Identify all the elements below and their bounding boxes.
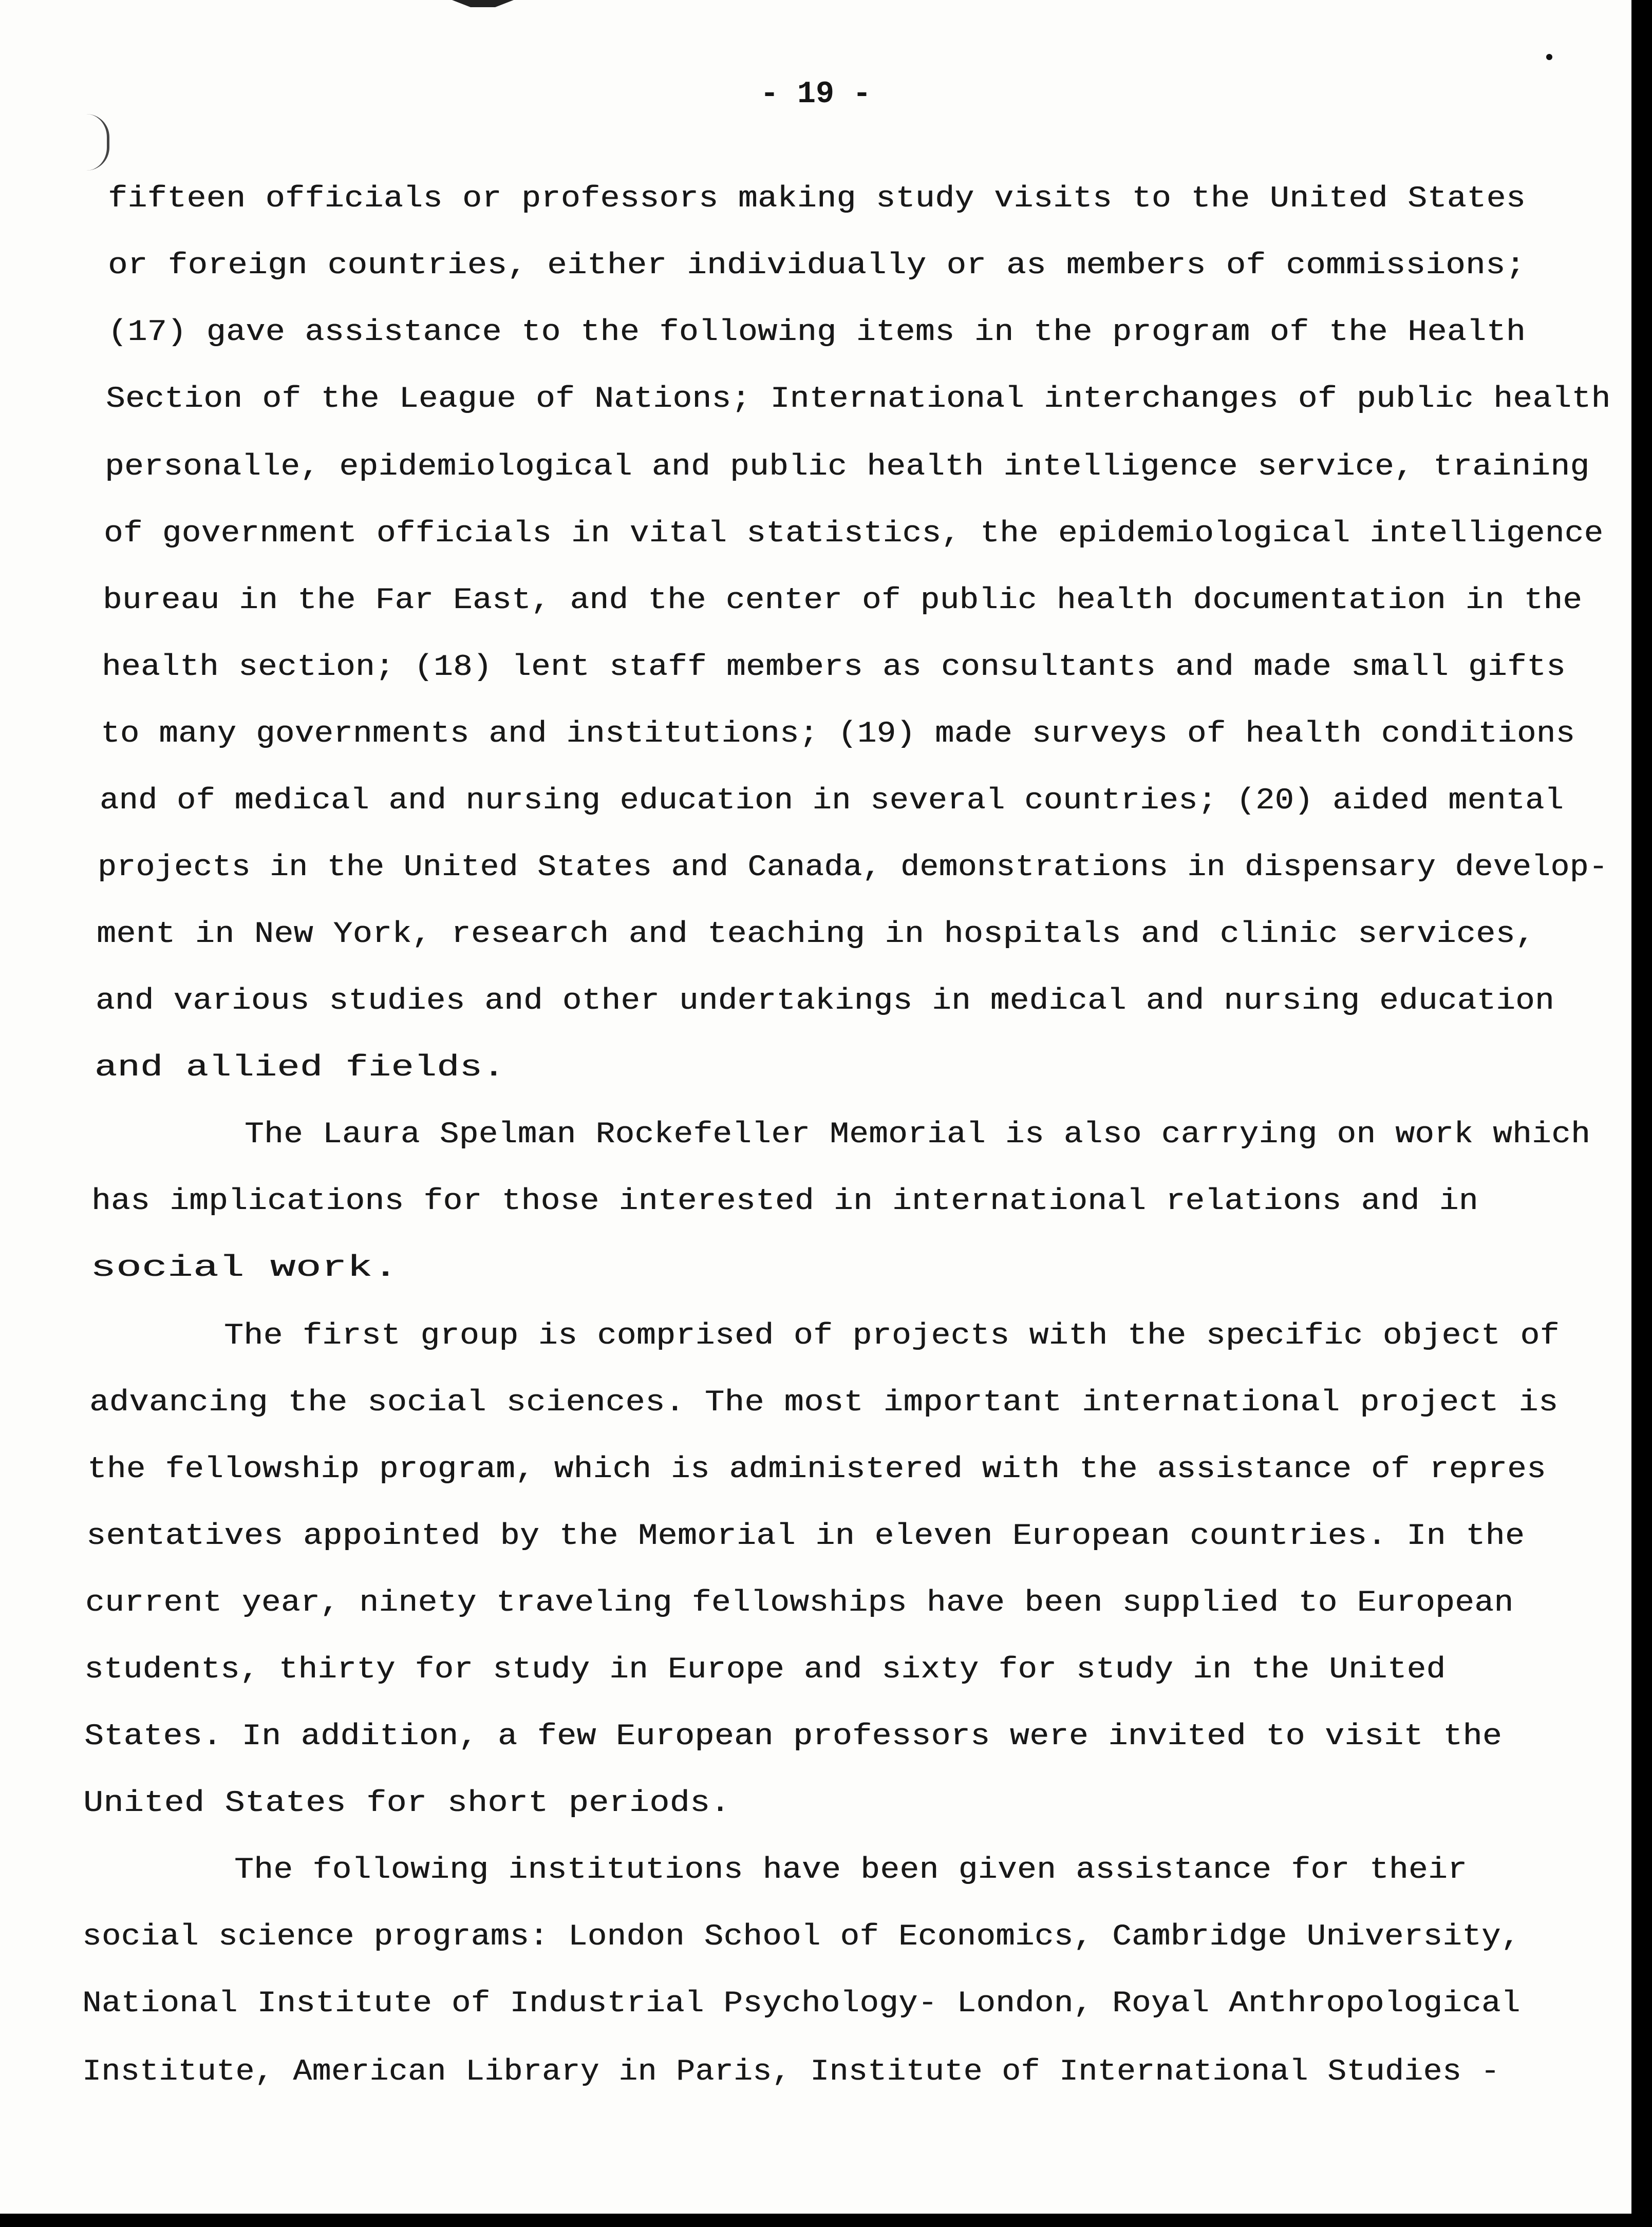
- scan-artifact-dot: [1546, 54, 1552, 60]
- text-line: health section; (18) lent staff members as consultants and made small gifts: [102, 651, 1566, 684]
- text-line: Section of the League of Nations; International interchanges of public health: [106, 383, 1611, 416]
- text-line: social science programs: London School of Economics, Cambridge University,: [82, 1920, 1520, 1954]
- text-line: and various studies and other undertakings in medical and nursing education: [96, 985, 1554, 1018]
- page-number: - 19 -: [760, 77, 872, 112]
- text-line: advancing the social sciences. The most important international project is: [89, 1386, 1559, 1420]
- text-line: bureau in the Far East, and the center of public health documentation in the: [103, 584, 1583, 617]
- text-line: National Institute of Industrial Psychology- London, Royal Anthropological: [82, 1987, 1520, 2021]
- text-line: The first group is comprised of projects with the specific object of: [224, 1319, 1560, 1353]
- text-line: United States for short periods.: [83, 1787, 730, 1820]
- text-line: or foreign countries, either individually or as members of commissions;: [108, 249, 1526, 282]
- text-line: and allied fields.: [95, 1051, 505, 1085]
- scan-artifact-mark: [452, 0, 514, 7]
- margin-pencil-mark: [86, 114, 109, 171]
- text-line: States. In addition, a few European professors were invited to visit the: [84, 1720, 1503, 1753]
- text-line: and of medical and nursing education in several countries; (20) aided mental: [100, 784, 1564, 818]
- text-line: fifteen officials or professors making study visits to the United States: [108, 182, 1526, 216]
- text-line: social work.: [90, 1252, 399, 1285]
- text-line: (17) gave assistance to the following items in the program of the Health: [108, 316, 1526, 349]
- text-line: the fellowship program, which is administered with the assistance of repres: [87, 1453, 1546, 1486]
- text-line: sentatives appointed by the Memorial in eleven European countries. In the: [86, 1520, 1525, 1553]
- text-line: projects in the United States and Canada, demonstrations in dispensary develop-: [98, 851, 1608, 884]
- text-line: personalle, epidemiological and public health intelligence service, training: [105, 450, 1590, 484]
- text-line: Institute, American Library in Paris, Institute of International Studies -: [82, 2055, 1500, 2089]
- text-line: current year, ninety traveling fellowships have been supplied to European: [85, 1587, 1514, 1620]
- text-line: students, thirty for study in Europe and sixty for study in the United: [84, 1653, 1446, 1687]
- text-line: The Laura Spelman Rockefeller Memorial is also carrying on work which: [245, 1118, 1591, 1152]
- text-line: has implications for those interested in international relations and in: [91, 1185, 1478, 1218]
- text-line: of government officials in vital statistics, the epidemiological intelligence: [104, 517, 1604, 551]
- text-line: to many governments and institutions; (19) made surveys of health conditions: [101, 718, 1575, 751]
- text-line: The following institutions have been given assistance for their: [234, 1854, 1468, 1887]
- text-line: ment in New York, research and teaching in hospitals and clinic services,: [97, 918, 1535, 951]
